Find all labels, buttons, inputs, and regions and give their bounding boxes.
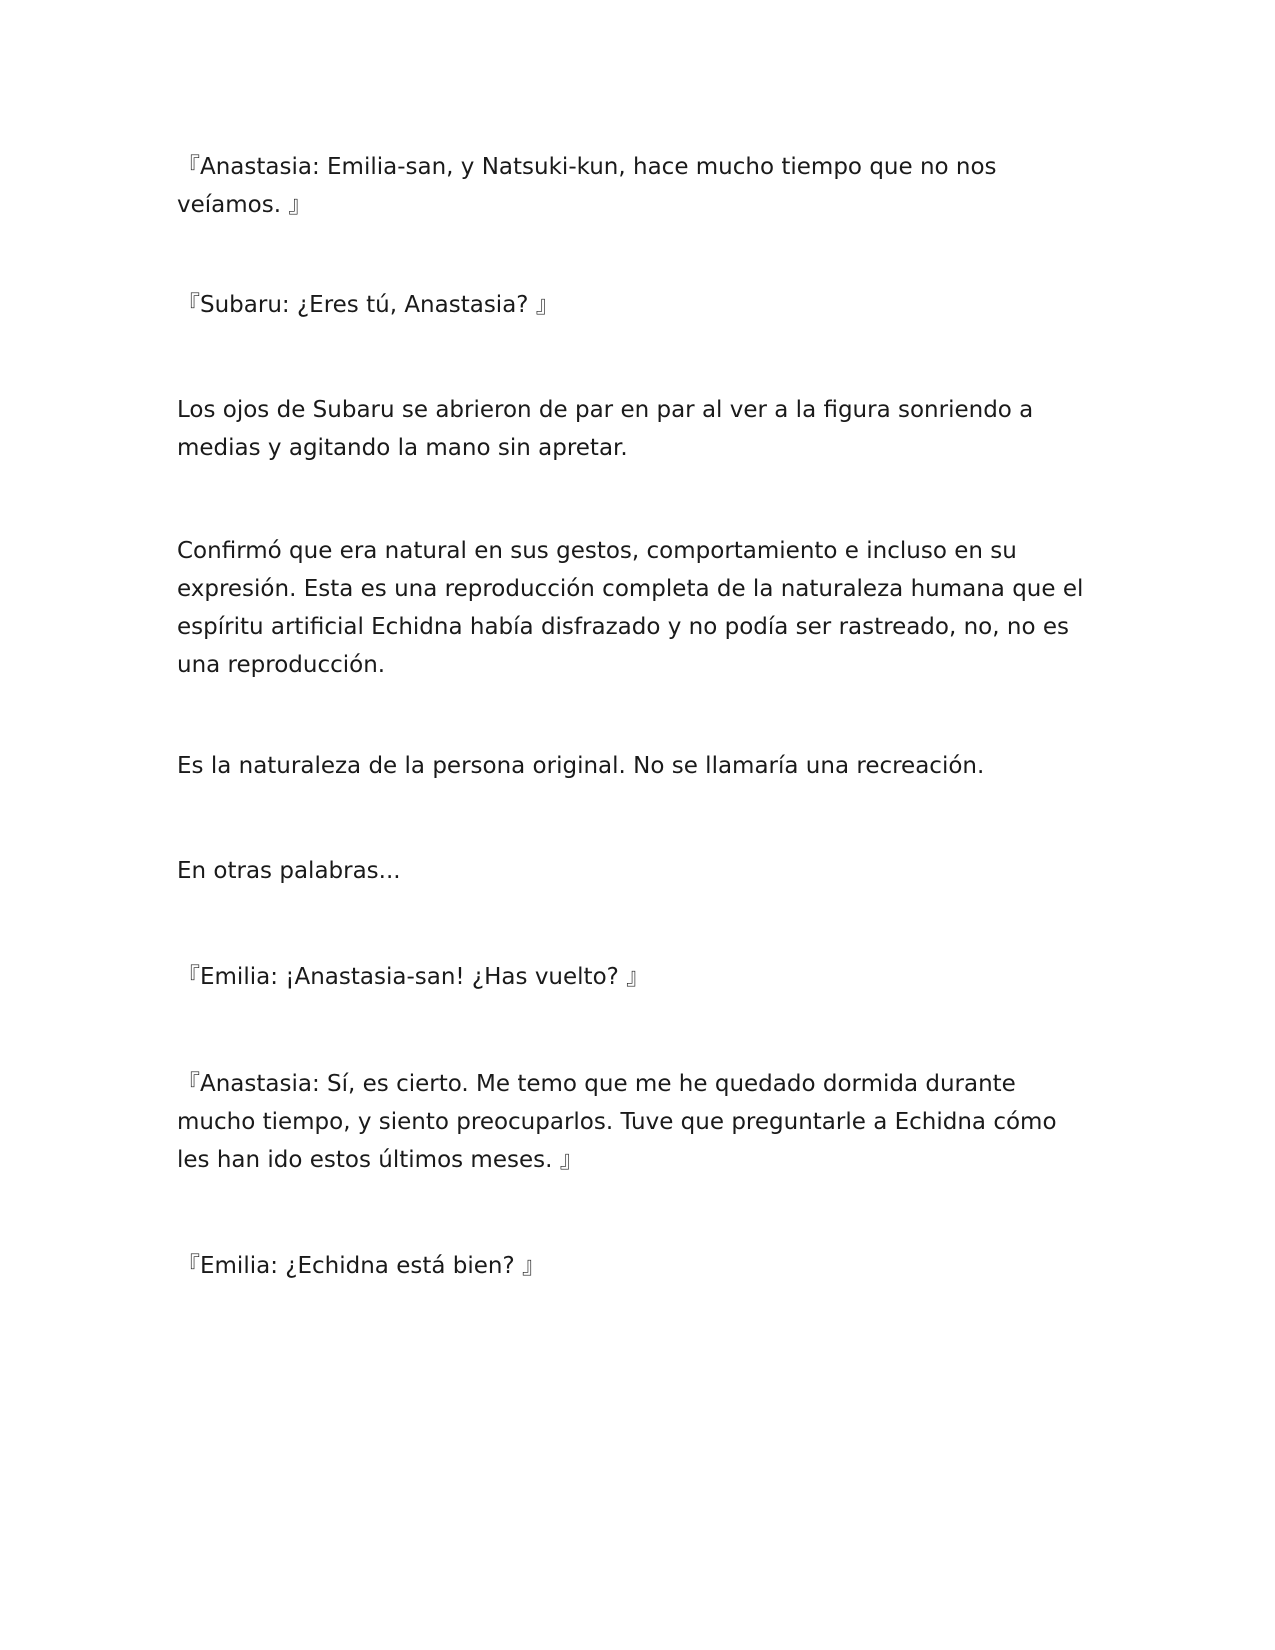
narration-confirmation: Confirmó que era natural en sus gestos, comportamiento e incluso en su expresión. Esta es una reproducción completa de la naturaleza humana que el espíritu artificial Echidna había disfrazado y no podía ser rastreado, no, no es una reproducción. [177, 538, 1084, 678]
dialogue-anastasia-reply: 『Anastasia: Sí, es cierto. Me temo que me he quedado dormida durante mucho tiempo, y siento preocuparlos. Tuve que preguntarle a Echidna cómo les han ido estos últimos meses. 』 [177, 1071, 1057, 1173]
dialogue-anastasia-greeting: 『Anastasia: Emilia-san, y Natsuki-kun, hace mucho tiempo que no nos veíamos. 』 [177, 154, 997, 218]
narration-original-nature: Es la naturaleza de la persona original. No se llamaría una recreación. [177, 753, 985, 779]
narration-in-other-words: En otras palabras... [177, 858, 401, 884]
dialogue-subaru-question: 『Subaru: ¿Eres tú, Anastasia? 』 [177, 292, 559, 318]
narration-subaru-eyes: Los ojos de Subaru se abrieron de par en par al ver a la figura sonriendo a medias y agitando la mano sin apretar. [177, 397, 1034, 461]
dialogue-emilia-exclaim: 『Emilia: ¡Anastasia-san! ¿Has vuelto? 』 [177, 964, 650, 990]
dialogue-emilia-echidna: 『Emilia: ¿Echidna está bien? 』 [177, 1253, 545, 1279]
